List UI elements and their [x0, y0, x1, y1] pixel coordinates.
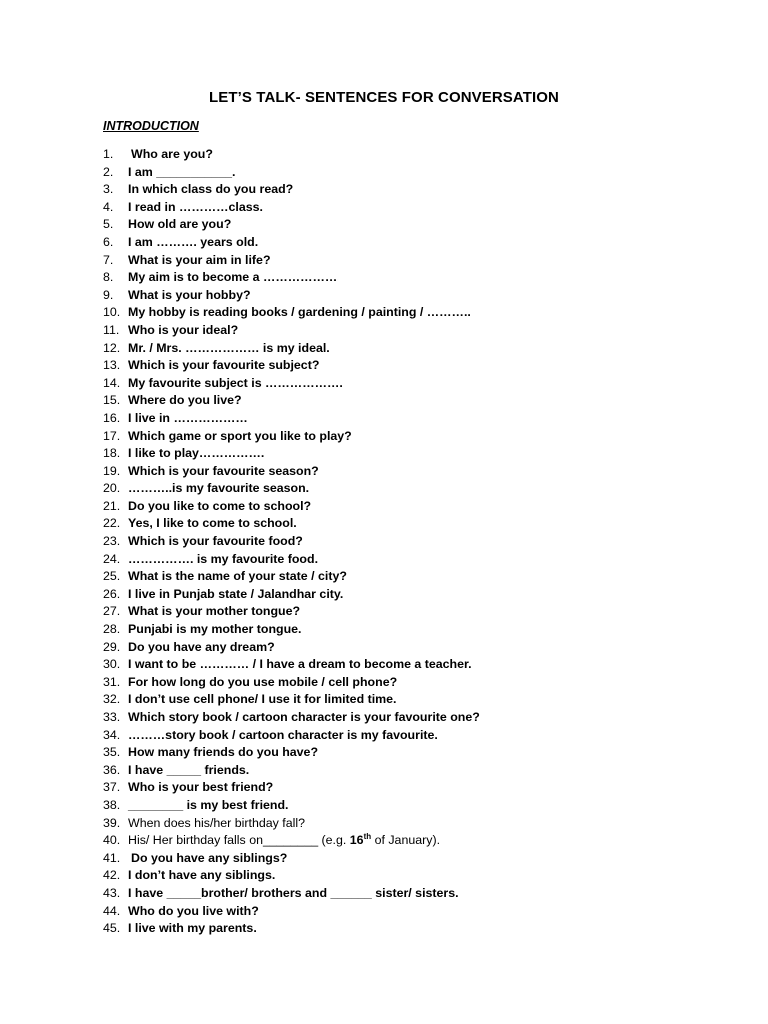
- list-item-text: In which class do you read?: [128, 182, 294, 197]
- list-item-number: 7.: [103, 252, 114, 267]
- list-item: [0, 551, 768, 569]
- list-item-text: What is your mother tongue?: [128, 604, 301, 619]
- list-item-text: Yes, I like to come to school.: [128, 516, 297, 531]
- list-item-text: I don’t use cell phone/ I use it for limited time.: [128, 692, 397, 707]
- list-item-number: 30.: [103, 657, 121, 672]
- list-item: [0, 568, 768, 586]
- list-item-text: I have _____ friends.: [128, 762, 250, 777]
- list-item-text: Who is your ideal?: [128, 322, 239, 337]
- list-item-text: I live in ………………: [128, 410, 248, 425]
- list-item: [0, 463, 768, 481]
- list-item-text: Mr. / Mrs. ……………… is my ideal.: [128, 340, 330, 355]
- list-item-text: Who do you live with?: [128, 903, 259, 918]
- list-item-number: 13.: [103, 358, 121, 373]
- list-item-text: How many friends do you have?: [128, 745, 319, 760]
- list-item: [0, 832, 768, 850]
- list-item-text: Where do you live?: [128, 393, 242, 408]
- list-item-number: 14.: [103, 375, 121, 390]
- list-item-number: 29.: [103, 639, 121, 654]
- list-item: [0, 340, 768, 358]
- list-item-number: 16.: [103, 410, 121, 425]
- list-item-number: 32.: [103, 692, 121, 707]
- list-item-text: I live in Punjab state / Jalandhar city.: [128, 586, 344, 601]
- list-item-text: What is your hobby?: [128, 287, 251, 302]
- list-item-number: 35.: [103, 745, 121, 760]
- list-item-text: Who is your best friend?: [128, 780, 274, 795]
- list-item-text: My aim is to become a ………………: [128, 270, 338, 285]
- list-item-text: ………story book / cartoon character is my favourite.: [128, 727, 438, 742]
- list-item-text: Which is your favourite food?: [128, 534, 303, 549]
- list-item: [0, 287, 768, 305]
- list-item-number: 19.: [103, 463, 121, 478]
- list-item: [0, 744, 768, 762]
- list-item-text: I have _____brother/ brothers and ______ sister/ sisters.: [128, 885, 459, 900]
- list-item-number: 24.: [103, 551, 121, 566]
- list-item-number: 15.: [103, 393, 121, 408]
- list-item: [0, 498, 768, 516]
- list-item-number: 40.: [103, 833, 121, 848]
- list-item: [0, 252, 768, 270]
- list-item: [0, 234, 768, 252]
- list-item-text: I read in …………class.: [128, 199, 263, 214]
- list-item-text: For how long do you use mobile / cell phone?: [128, 674, 398, 689]
- list-item: [0, 674, 768, 692]
- list-item-number: 34.: [103, 727, 121, 742]
- list-item: [0, 621, 768, 639]
- ordinal-number: 16: [349, 833, 364, 848]
- list-item-number: 9.: [103, 287, 114, 302]
- list-item-text: ……………. is my favourite food.: [128, 551, 319, 566]
- list-item-number: 3.: [103, 182, 114, 197]
- list-item-number: 31.: [103, 674, 121, 689]
- list-item-number: 36.: [103, 762, 121, 777]
- list-item-text: Which is your favourite subject?: [128, 358, 320, 373]
- list-item-text: ________ is my best friend.: [128, 797, 289, 812]
- list-item: [0, 920, 768, 938]
- list-item-number: 33.: [103, 710, 121, 724]
- list-item-number: 20.: [103, 481, 121, 496]
- list-item: [0, 269, 768, 287]
- list-item: [0, 164, 768, 182]
- question-list: [0, 146, 768, 938]
- list-item: [0, 815, 768, 833]
- list-item-number: 27.: [103, 604, 121, 619]
- list-item: [0, 392, 768, 410]
- list-item: [0, 322, 768, 340]
- list-item-number: 18.: [103, 446, 121, 461]
- list-item-number: 43.: [103, 885, 121, 900]
- list-item-number: 38.: [103, 797, 121, 812]
- list-item: [0, 428, 768, 446]
- list-item-text: What is the name of your state / city?: [128, 569, 347, 584]
- list-item-number: 44.: [103, 903, 121, 918]
- list-item-text: Which game or sport you like to play?: [128, 428, 352, 443]
- list-item: [0, 445, 768, 463]
- list-item: [0, 216, 768, 234]
- list-item-text: When does his/her birthday fall?: [128, 815, 306, 830]
- list-item: [0, 586, 768, 604]
- list-item: [0, 779, 768, 797]
- list-item-text: I want to be ………… / I have a dream to become a teacher.: [128, 657, 472, 672]
- list-item: [0, 656, 768, 674]
- list-item: [0, 903, 768, 921]
- list-item-text: My hobby is reading books / gardening / painting / ………..: [128, 305, 471, 320]
- list-item-number: 21.: [103, 498, 121, 513]
- list-item: [0, 885, 768, 903]
- list-item-number: 42.: [103, 868, 121, 883]
- list-item-text: I live with my parents.: [128, 921, 257, 936]
- list-item-number: 4.: [103, 199, 114, 214]
- list-item-text: Punjabi is my mother tongue.: [128, 622, 302, 637]
- list-item: [0, 639, 768, 657]
- list-item-text-after: of January).: [371, 833, 441, 848]
- list-item-number: 6.: [103, 234, 114, 249]
- list-item: [0, 146, 768, 164]
- list-item-text: I don’t have any siblings.: [128, 868, 276, 883]
- list-item-number: 8.: [103, 270, 114, 285]
- list-item: [0, 762, 768, 780]
- list-item-number: 23.: [103, 534, 121, 549]
- list-item-number: 2.: [103, 164, 114, 179]
- list-item-text: My favourite subject is ……………….: [128, 375, 343, 390]
- list-item-text: Which is your favourite season?: [128, 463, 319, 478]
- list-item-number: 26.: [103, 586, 121, 601]
- list-item: [0, 304, 768, 322]
- section-heading-introduction: INTRODUCTION: [103, 119, 199, 133]
- list-item: [0, 797, 768, 815]
- list-item-number: 39.: [103, 815, 121, 830]
- list-item: [0, 850, 768, 868]
- page-title: LET’S TALK- SENTENCES FOR CONVERSATION: [209, 89, 559, 106]
- list-item-number: 11.: [103, 322, 120, 337]
- list-item: [0, 691, 768, 709]
- list-item-number: 1.: [103, 147, 114, 161]
- list-item: [0, 727, 768, 745]
- list-item-number: 22.: [103, 516, 121, 531]
- list-item-text: Do you like to come to school?: [128, 498, 312, 513]
- list-item-number: 10.: [103, 305, 121, 320]
- list-item-number: 5.: [103, 217, 114, 232]
- list-item-text: [128, 832, 440, 850]
- list-item: [0, 375, 768, 393]
- list-item: [0, 357, 768, 375]
- list-item-text: I like to play…………….: [128, 446, 265, 461]
- list-item: [0, 199, 768, 217]
- list-item-text: Do you have any dream?: [128, 639, 275, 654]
- list-item-text: Do you have any siblings?: [131, 850, 288, 865]
- ordinal-superscript: th: [363, 832, 372, 842]
- list-item-number: 45.: [103, 921, 121, 936]
- list-item-text: ………..is my favourite season.: [128, 481, 310, 496]
- list-item: [0, 480, 768, 498]
- list-item: [0, 603, 768, 621]
- list-item-number: 25.: [103, 569, 121, 584]
- list-item-number: 12.: [103, 340, 121, 355]
- list-item-text: What is your aim in life?: [128, 252, 271, 267]
- list-item-text: I am ………. years old.: [128, 234, 259, 249]
- list-item: [0, 867, 768, 885]
- list-item-text: Who are you?: [131, 147, 213, 161]
- list-item-text: Which story book / cartoon character is your favourite one?: [128, 710, 480, 724]
- list-item-number: 41.: [103, 850, 121, 865]
- list-item: [0, 410, 768, 428]
- list-item-text: I am ___________.: [128, 164, 236, 179]
- list-item: [0, 181, 768, 199]
- list-item: [0, 533, 768, 551]
- list-item-number: 37.: [103, 780, 121, 795]
- list-item-number: 28.: [103, 622, 121, 637]
- list-item-text: How old are you?: [128, 217, 232, 232]
- list-item-text-before: His/ Her birthday falls on________ (e.g. 16: [128, 833, 364, 848]
- list-item-number: 17.: [103, 428, 121, 443]
- list-item: [0, 515, 768, 533]
- list-item: [0, 709, 768, 727]
